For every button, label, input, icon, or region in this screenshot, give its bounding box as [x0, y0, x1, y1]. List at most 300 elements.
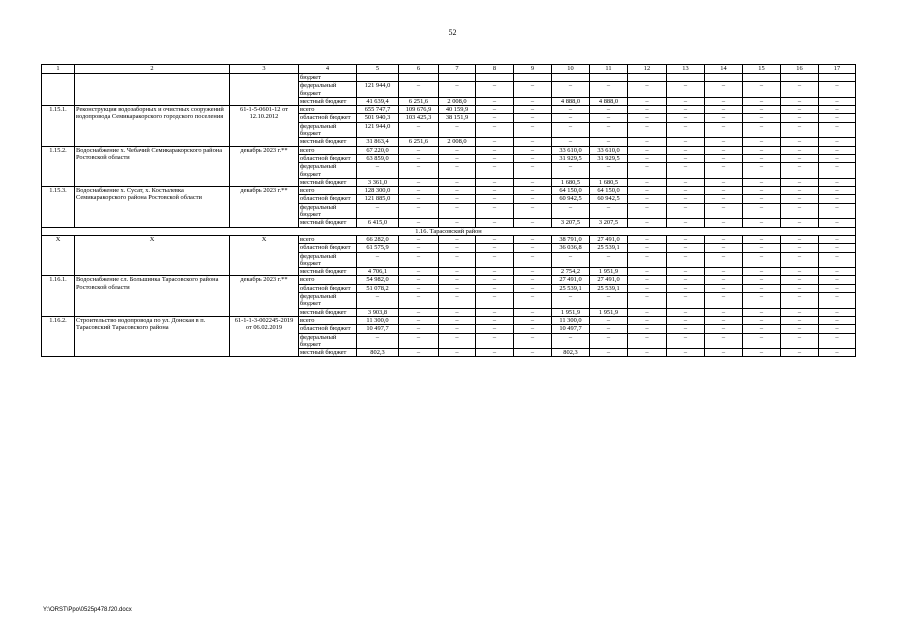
amount-cell: – — [399, 293, 439, 309]
amount-cell: – — [705, 284, 743, 292]
amount-cell: – — [628, 106, 667, 114]
amount-cell: – — [439, 219, 476, 227]
amount-cell: – — [514, 276, 552, 284]
amount-cell: – — [667, 106, 705, 114]
document-date: декабрь 2023 г.** — [230, 187, 299, 227]
amount-cell: – — [743, 187, 781, 195]
funding-source: всего — [299, 276, 357, 284]
amount-cell: – — [781, 268, 819, 276]
column-number: 13 — [667, 65, 705, 74]
amount-cell: 3 207,5 — [552, 219, 590, 227]
item-number: 1.15.1. — [42, 106, 75, 146]
amount-cell: 38 151,9 — [439, 114, 476, 122]
amount-cell: – — [819, 316, 856, 324]
column-number: 1 — [42, 65, 75, 74]
amount-cell: – — [514, 333, 552, 349]
column-number: 14 — [705, 65, 743, 74]
amount-cell: – — [514, 244, 552, 252]
amount-cell: – — [439, 333, 476, 349]
amount-cell: – — [743, 333, 781, 349]
amount-cell: 60 942,5 — [590, 195, 628, 203]
amount-cell: – — [399, 268, 439, 276]
amount-cell: 109 676,9 — [399, 106, 439, 114]
amount-cell: – — [399, 333, 439, 349]
amount-cell: – — [781, 97, 819, 105]
column-number: 9 — [514, 65, 552, 74]
amount-cell: – — [743, 122, 781, 138]
column-number: 8 — [476, 65, 514, 74]
funding-source: областной бюджет — [299, 244, 357, 252]
amount-cell: – — [399, 284, 439, 292]
amount-cell: 2 008,0 — [439, 138, 476, 146]
amount-cell: – — [628, 187, 667, 195]
amount-cell: – — [819, 308, 856, 316]
amount-cell: – — [628, 333, 667, 349]
amount-cell: – — [552, 122, 590, 138]
amount-cell: – — [439, 154, 476, 162]
amount-cell: – — [476, 178, 514, 186]
amount-cell: – — [781, 195, 819, 203]
amount-cell: – — [514, 219, 552, 227]
amount-cell: – — [399, 122, 439, 138]
amount-cell — [705, 74, 743, 82]
amount-cell: – — [819, 268, 856, 276]
document-date — [230, 74, 299, 106]
funding-source: федеральный бюджет — [299, 293, 357, 309]
amount-cell: 31 929,5 — [552, 154, 590, 162]
amount-cell — [667, 74, 705, 82]
amount-cell: – — [667, 333, 705, 349]
amount-cell: – — [439, 293, 476, 309]
funding-source: всего — [299, 187, 357, 195]
object-name: Водоснабжение х. Сусат, х. Костылевка Семикаракорского района Ростовской области — [75, 187, 230, 227]
amount-cell: 11 300,0 — [357, 316, 399, 324]
column-number: 16 — [781, 65, 819, 74]
amount-cell: – — [705, 268, 743, 276]
amount-cell: 128 300,0 — [357, 187, 399, 195]
amount-cell: 61 575,9 — [357, 244, 399, 252]
footer-file-path: Y:\ORST\Ppo\0525p478.f20.docx — [43, 607, 132, 613]
amount-cell: – — [781, 325, 819, 333]
object-name: Водоснабжение сл. Большинка Тарасовского района Ростовской области — [75, 276, 230, 316]
amount-cell: – — [476, 268, 514, 276]
amount-cell: – — [628, 325, 667, 333]
funding-source: федеральный бюджет — [299, 82, 357, 98]
amount-cell: – — [819, 82, 856, 98]
amount-cell: – — [628, 138, 667, 146]
amount-cell: 64 150,0 — [552, 187, 590, 195]
amount-cell: – — [476, 114, 514, 122]
amount-cell: – — [514, 268, 552, 276]
amount-cell: – — [476, 219, 514, 227]
amount-cell: – — [819, 219, 856, 227]
amount-cell: – — [628, 163, 667, 179]
amount-cell: – — [628, 97, 667, 105]
amount-cell: – — [705, 146, 743, 154]
amount-cell: – — [743, 349, 781, 357]
amount-cell: – — [399, 308, 439, 316]
amount-cell: 1 951,9 — [590, 268, 628, 276]
amount-cell: – — [667, 122, 705, 138]
amount-cell: – — [819, 349, 856, 357]
amount-cell: – — [399, 178, 439, 186]
amount-cell: – — [781, 82, 819, 98]
amount-cell: – — [590, 106, 628, 114]
funding-source: бюджет — [299, 74, 357, 82]
funding-source: федеральный бюджет — [299, 203, 357, 219]
amount-cell: – — [819, 252, 856, 268]
amount-cell: 25 539,1 — [590, 244, 628, 252]
item-number: 1.15.2. — [42, 146, 75, 186]
amount-cell: – — [705, 276, 743, 284]
amount-cell: – — [819, 244, 856, 252]
amount-cell: 63 859,0 — [357, 154, 399, 162]
amount-cell: – — [667, 97, 705, 105]
amount-cell: – — [439, 284, 476, 292]
amount-cell — [819, 74, 856, 82]
amount-cell: – — [743, 235, 781, 243]
section-row — [42, 227, 856, 235]
amount-cell: – — [514, 325, 552, 333]
amount-cell: – — [743, 268, 781, 276]
amount-cell: – — [781, 146, 819, 154]
amount-cell: – — [590, 252, 628, 268]
amount-cell: – — [705, 293, 743, 309]
amount-cell: – — [514, 178, 552, 186]
amount-cell: – — [357, 252, 399, 268]
amount-cell: – — [439, 316, 476, 324]
amount-cell: – — [514, 106, 552, 114]
amount-cell: – — [628, 146, 667, 154]
amount-cell: – — [705, 325, 743, 333]
amount-cell: – — [476, 293, 514, 309]
amount-cell: – — [743, 106, 781, 114]
amount-cell — [476, 74, 514, 82]
column-number: 5 — [357, 65, 399, 74]
amount-cell: – — [439, 268, 476, 276]
amount-cell: – — [439, 82, 476, 98]
amount-cell: – — [590, 138, 628, 146]
amount-cell: – — [781, 333, 819, 349]
amount-cell: 27 491,0 — [590, 235, 628, 243]
amount-cell: – — [819, 97, 856, 105]
column-number-row — [42, 65, 856, 74]
amount-cell: – — [743, 97, 781, 105]
amount-cell: – — [476, 284, 514, 292]
amount-cell: – — [781, 163, 819, 179]
amount-cell: – — [476, 333, 514, 349]
funding-source: областной бюджет — [299, 114, 357, 122]
amount-cell: – — [628, 114, 667, 122]
amount-cell: – — [552, 106, 590, 114]
amount-cell: – — [819, 114, 856, 122]
table-row — [42, 187, 856, 195]
column-number: 12 — [628, 65, 667, 74]
document-date: 61-1-1-3-002245-2019 от 06.02.2019 — [230, 316, 299, 356]
amount-cell: – — [743, 154, 781, 162]
amount-cell: – — [590, 333, 628, 349]
amount-cell: – — [819, 138, 856, 146]
amount-cell: – — [514, 252, 552, 268]
amount-cell: – — [705, 154, 743, 162]
amount-cell: – — [705, 97, 743, 105]
document-date: декабрь 2023 г.** — [230, 146, 299, 186]
document-date: 61-1-5-0601-12 от 12.10.2012 — [230, 106, 299, 146]
amount-cell: – — [628, 252, 667, 268]
amount-cell: – — [439, 276, 476, 284]
amount-cell: – — [357, 163, 399, 179]
amount-cell: – — [743, 114, 781, 122]
amount-cell: – — [439, 146, 476, 154]
amount-cell: 3 207,5 — [590, 219, 628, 227]
amount-cell: – — [399, 325, 439, 333]
amount-cell: – — [628, 195, 667, 203]
amount-cell: – — [590, 293, 628, 309]
amount-cell: – — [743, 252, 781, 268]
amount-cell: – — [743, 203, 781, 219]
amount-cell: – — [439, 244, 476, 252]
amount-cell: – — [590, 316, 628, 324]
amount-cell: – — [476, 122, 514, 138]
amount-cell — [590, 74, 628, 82]
amount-cell: – — [514, 316, 552, 324]
amount-cell: 41 639,4 — [357, 97, 399, 105]
funding-source: всего — [299, 106, 357, 114]
funding-source: всего — [299, 235, 357, 243]
amount-cell: – — [476, 187, 514, 195]
amount-cell: 802,3 — [357, 349, 399, 357]
amount-cell: 54 982,0 — [357, 276, 399, 284]
item-number: 1.16.2. — [42, 316, 75, 356]
amount-cell: – — [628, 276, 667, 284]
amount-cell: – — [439, 252, 476, 268]
amount-cell: – — [705, 178, 743, 186]
amount-cell: – — [667, 82, 705, 98]
amount-cell: – — [590, 122, 628, 138]
amount-cell: – — [628, 284, 667, 292]
amount-cell: – — [628, 308, 667, 316]
table-row — [42, 146, 856, 154]
amount-cell: – — [705, 138, 743, 146]
amount-cell: – — [819, 276, 856, 284]
item-number — [42, 74, 75, 106]
amount-cell: – — [705, 106, 743, 114]
amount-cell: 121 885,0 — [357, 195, 399, 203]
amount-cell: 3 361,0 — [357, 178, 399, 186]
amount-cell: – — [705, 244, 743, 252]
amount-cell: – — [357, 293, 399, 309]
amount-cell: – — [476, 106, 514, 114]
amount-cell: – — [476, 154, 514, 162]
table-row — [42, 235, 856, 243]
amount-cell: – — [781, 219, 819, 227]
amount-cell: – — [476, 97, 514, 105]
amount-cell: – — [439, 187, 476, 195]
amount-cell: – — [781, 252, 819, 268]
amount-cell: 10 497,7 — [357, 325, 399, 333]
amount-cell: – — [667, 187, 705, 195]
amount-cell: – — [743, 284, 781, 292]
amount-cell: – — [743, 219, 781, 227]
amount-cell: – — [667, 276, 705, 284]
amount-cell — [628, 74, 667, 82]
amount-cell: 60 942,5 — [552, 195, 590, 203]
amount-cell: – — [781, 316, 819, 324]
amount-cell: – — [667, 219, 705, 227]
item-number: 1.16.1. — [42, 276, 75, 316]
amount-cell: 27 491,0 — [552, 276, 590, 284]
amount-cell: – — [705, 219, 743, 227]
amount-cell: – — [667, 252, 705, 268]
funding-source: местный бюджет — [299, 349, 357, 357]
amount-cell: – — [743, 293, 781, 309]
amount-cell: 31 863,4 — [357, 138, 399, 146]
amount-cell: – — [552, 203, 590, 219]
amount-cell: – — [552, 163, 590, 179]
amount-cell: – — [439, 308, 476, 316]
amount-cell: – — [628, 268, 667, 276]
amount-cell: – — [590, 325, 628, 333]
amount-cell: – — [399, 235, 439, 243]
amount-cell: – — [667, 163, 705, 179]
amount-cell: – — [743, 244, 781, 252]
amount-cell: – — [667, 146, 705, 154]
amount-cell: – — [590, 114, 628, 122]
amount-cell: – — [628, 203, 667, 219]
amount-cell: – — [514, 235, 552, 243]
amount-cell: – — [781, 154, 819, 162]
amount-cell: – — [743, 138, 781, 146]
amount-cell: – — [667, 316, 705, 324]
amount-cell: – — [514, 195, 552, 203]
funding-source: федеральный бюджет — [299, 122, 357, 138]
column-number: 7 — [439, 65, 476, 74]
column-number: 6 — [399, 65, 439, 74]
amount-cell: 33 610,0 — [590, 146, 628, 154]
amount-cell — [743, 74, 781, 82]
amount-cell: – — [628, 219, 667, 227]
amount-cell: – — [476, 235, 514, 243]
column-number: 17 — [819, 65, 856, 74]
amount-cell: – — [476, 163, 514, 179]
amount-cell: – — [514, 163, 552, 179]
amount-cell: – — [552, 333, 590, 349]
amount-cell: 121 944,0 — [357, 122, 399, 138]
amount-cell: – — [705, 349, 743, 357]
amount-cell: 33 610,0 — [552, 146, 590, 154]
amount-cell: – — [399, 349, 439, 357]
funding-source: федеральный бюджет — [299, 163, 357, 179]
funding-source: областной бюджет — [299, 325, 357, 333]
amount-cell: – — [705, 114, 743, 122]
amount-cell: – — [552, 293, 590, 309]
amount-cell: – — [439, 122, 476, 138]
amount-cell: – — [439, 203, 476, 219]
document-date: декабрь 2023 г.** — [230, 276, 299, 316]
amount-cell: – — [590, 163, 628, 179]
object-name — [75, 74, 230, 106]
amount-cell: – — [819, 203, 856, 219]
funding-source: местный бюджет — [299, 138, 357, 146]
amount-cell: 501 940,3 — [357, 114, 399, 122]
amount-cell: – — [514, 122, 552, 138]
amount-cell: – — [781, 308, 819, 316]
amount-cell: – — [399, 82, 439, 98]
amount-cell — [781, 74, 819, 82]
amount-cell: – — [439, 195, 476, 203]
column-number: 2 — [75, 65, 230, 74]
amount-cell: – — [781, 235, 819, 243]
amount-cell: 655 747,7 — [357, 106, 399, 114]
amount-cell: – — [399, 276, 439, 284]
amount-cell: – — [667, 203, 705, 219]
amount-cell: – — [476, 146, 514, 154]
amount-cell: – — [514, 138, 552, 146]
amount-cell: – — [476, 349, 514, 357]
amount-cell: 11 300,0 — [552, 316, 590, 324]
amount-cell: 67 220,0 — [357, 146, 399, 154]
funding-source: местный бюджет — [299, 219, 357, 227]
amount-cell: – — [514, 146, 552, 154]
amount-cell: – — [781, 203, 819, 219]
amount-cell: – — [628, 122, 667, 138]
amount-cell: – — [514, 114, 552, 122]
amount-cell: – — [705, 195, 743, 203]
amount-cell: – — [476, 276, 514, 284]
amount-cell: – — [743, 308, 781, 316]
amount-cell: – — [667, 268, 705, 276]
amount-cell: – — [399, 195, 439, 203]
amount-cell: – — [399, 163, 439, 179]
amount-cell: 36 036,8 — [552, 244, 590, 252]
amount-cell: – — [514, 203, 552, 219]
funding-source: местный бюджет — [299, 268, 357, 276]
amount-cell: – — [628, 293, 667, 309]
amount-cell: – — [357, 333, 399, 349]
amount-cell: – — [667, 138, 705, 146]
amount-cell: – — [590, 349, 628, 357]
amount-cell: – — [819, 333, 856, 349]
amount-cell: 121 944,0 — [357, 82, 399, 98]
amount-cell: – — [819, 325, 856, 333]
column-number: 10 — [552, 65, 590, 74]
amount-cell: – — [514, 154, 552, 162]
amount-cell: – — [819, 154, 856, 162]
funding-source: местный бюджет — [299, 178, 357, 186]
amount-cell: – — [399, 252, 439, 268]
amount-cell: – — [399, 146, 439, 154]
amount-cell: – — [667, 195, 705, 203]
amount-cell: – — [514, 349, 552, 357]
item-number: Х — [42, 235, 75, 275]
table-row — [42, 276, 856, 284]
amount-cell: – — [705, 333, 743, 349]
amount-cell: – — [399, 219, 439, 227]
amount-cell: – — [476, 138, 514, 146]
amount-cell: 3 903,8 — [357, 308, 399, 316]
amount-cell: – — [705, 235, 743, 243]
amount-cell: – — [628, 82, 667, 98]
amount-cell: 802,3 — [552, 349, 590, 357]
amount-cell: – — [399, 187, 439, 195]
amount-cell: – — [667, 154, 705, 162]
amount-cell: 31 929,5 — [590, 154, 628, 162]
amount-cell: 66 282,0 — [357, 235, 399, 243]
amount-cell: 6 251,6 — [399, 97, 439, 105]
object-name: Реконструкция водозаборных и очистных сооружений водопровода Семикаракорского городского поселения — [75, 106, 230, 146]
amount-cell: – — [476, 316, 514, 324]
amount-cell: – — [705, 316, 743, 324]
